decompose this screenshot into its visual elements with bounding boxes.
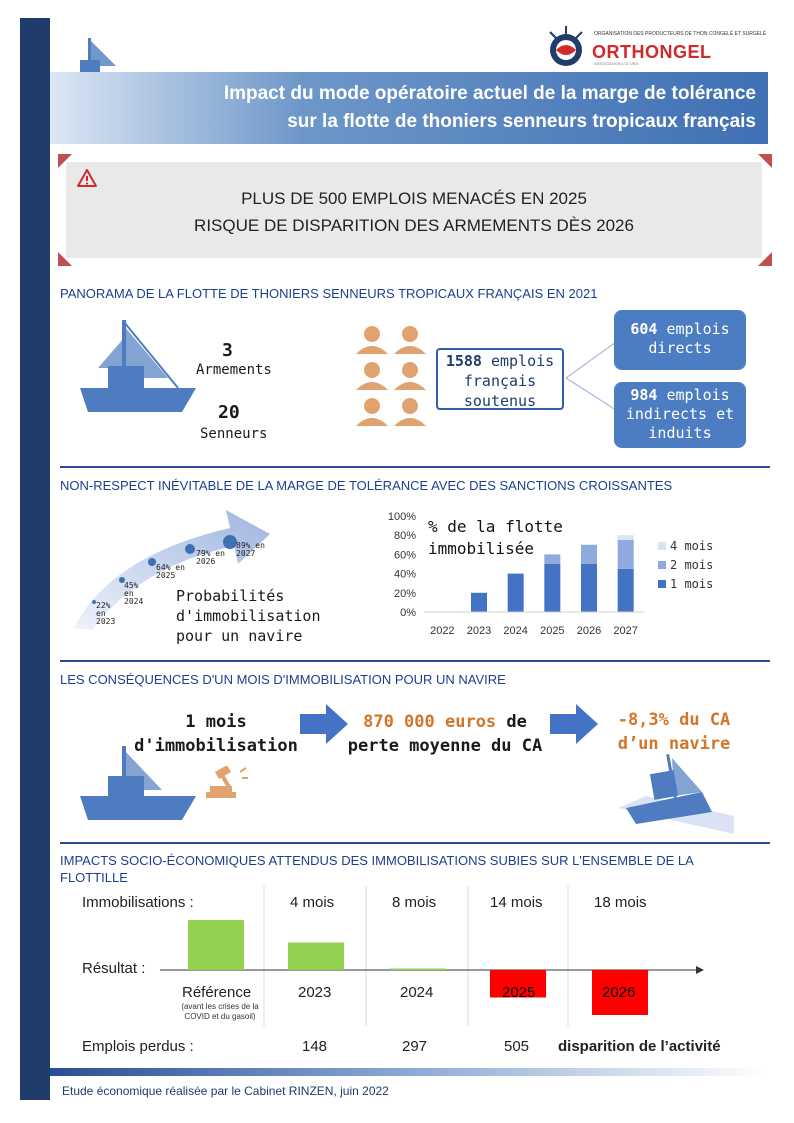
consequence-step3-line1: -8,3% du CA xyxy=(617,710,731,730)
impacts-jobs-2025: 505 xyxy=(504,1038,530,1055)
impact-bar-2024 xyxy=(390,969,446,971)
section-title-impacts-line1: IMPACTS SOCIO-ÉCONOMIQUES ATTENDUS DES IMMOBILISATIONS SUBIES SUR L'ENSEMBLE DE LA xyxy=(60,853,694,868)
prob-2025-en: en xyxy=(175,563,185,572)
reference-note-line1: (avant les crises de la xyxy=(181,1002,259,1011)
bar-1-mois-2024 xyxy=(508,574,524,612)
probability-title-line1: Probabilités xyxy=(176,587,285,605)
prob-2027-year: 2027 xyxy=(236,549,256,558)
section-divider-2 xyxy=(60,660,770,662)
prob-label-2024 xyxy=(124,582,143,606)
section-title-impacts xyxy=(60,852,694,886)
y-tick-label: 80% xyxy=(393,530,416,543)
reference-note-line2: COVID et du gasoil) xyxy=(184,1012,256,1021)
section-title-impacts-line2: FLOTTILLE xyxy=(60,870,128,885)
indirect-jobs-box xyxy=(614,382,746,448)
legend-swatch-2-mois xyxy=(658,561,666,569)
legend-label-1-mois: 1 mois xyxy=(670,577,714,591)
prob-2025-year: 2025 xyxy=(156,571,176,580)
prob-dot-2026 xyxy=(185,544,195,554)
prob-2027-en: en xyxy=(255,541,265,550)
consequence-step2-line2: perte moyenne du CA xyxy=(347,736,543,756)
bar-1-mois-2027 xyxy=(618,569,634,612)
probability-title xyxy=(176,586,321,646)
impacts-jobs-2024: 297 xyxy=(402,1038,428,1055)
reference-note xyxy=(176,1002,264,1022)
consequence-loss-value: 870 000 euros xyxy=(363,712,497,732)
ship-icon xyxy=(78,318,198,416)
armements-value: 3 xyxy=(222,340,233,361)
prob-2023-en: en xyxy=(96,609,106,618)
prob-2025-pct: 64% xyxy=(156,563,171,572)
direct-jobs-line1: emplois xyxy=(657,320,730,338)
ship-icon-2 xyxy=(78,744,198,824)
y-tick-label: 0% xyxy=(400,607,416,619)
total-jobs-line3: soutenus xyxy=(463,392,537,410)
direct-jobs-box xyxy=(614,310,746,370)
impacts-jobs-label: Emplois perdus : xyxy=(82,1038,194,1055)
gavel-icon xyxy=(202,766,250,802)
probability-title-line3: pour un navire xyxy=(176,627,303,645)
section-title-consequences: LES CONSÉQUENCES D'UN MOIS D'IMMOBILISATION POUR UN NAVIRE xyxy=(60,672,506,687)
prob-2026-en: en xyxy=(215,549,225,558)
indirect-jobs-value: 984 xyxy=(630,386,658,404)
total-jobs-box xyxy=(436,348,564,410)
consequence-step3 xyxy=(592,708,756,756)
x-tick-label: 2025 xyxy=(540,625,565,637)
logo-org-text: ORGANISATION DES PRODUCTEURS DE THON CONGELÉ ET SURGELÉ xyxy=(594,31,767,37)
bar-2-mois-2026 xyxy=(581,545,597,564)
prob-2024-year: 2024 xyxy=(124,597,144,606)
impacts-months-2025: 14 mois xyxy=(490,894,543,911)
impacts-year-2025: 2025 xyxy=(502,984,536,1001)
left-accent-bar xyxy=(20,18,50,1100)
consequence-step1-line2: d'immobilisation xyxy=(134,736,298,756)
footer-band xyxy=(50,1068,768,1076)
x-tick-label: 2023 xyxy=(466,625,492,637)
connector-lines xyxy=(564,334,618,418)
prob-label-2026 xyxy=(196,550,225,566)
senneurs-label: Senneurs xyxy=(200,426,268,442)
x-tick-label: 2022 xyxy=(430,625,455,637)
prob-dot-2027 xyxy=(223,535,237,549)
people-group-icon xyxy=(354,324,432,432)
footer-source: Etude économique réalisée par le Cabinet RINZEN, juin 2022 xyxy=(62,1084,389,1098)
consequence-step3-line2: d’un navire xyxy=(617,734,731,754)
bar-1-mois-2025 xyxy=(544,564,560,612)
section-title-panorama: PANORAMA DE LA FLOTTE DE THONIERS SENNEURS TROPICAUX FRANÇAIS EN 2021 xyxy=(60,286,598,301)
prob-dot-2025 xyxy=(148,558,156,566)
impact-baseline-arrow-icon xyxy=(696,966,704,974)
prob-2026-pct: 79% xyxy=(196,549,211,558)
impacts-year-2026: 2026 xyxy=(602,984,636,1001)
prob-2026-year: 2026 xyxy=(196,557,216,566)
bar-1-mois-2023 xyxy=(471,593,487,612)
fleet-immobilisation-chart xyxy=(370,506,750,644)
indirect-jobs-line3: induits xyxy=(648,424,712,442)
prob-2024-pct: 45% xyxy=(124,581,139,590)
page-title-line1: Impact du mode opératoire actuel de la marge de tolérance xyxy=(223,83,756,104)
alert-message xyxy=(66,185,762,239)
prob-2024-en: en xyxy=(124,589,134,598)
bar-1-mois-2026 xyxy=(581,564,597,612)
impacts-months-2024: 8 mois xyxy=(392,894,437,911)
y-tick-label: 40% xyxy=(393,568,416,581)
direct-jobs-value: 604 xyxy=(630,320,658,338)
chart-title-line1: % de la flotte xyxy=(428,517,563,536)
arrow-right-icon-2 xyxy=(550,704,598,744)
x-tick-label: 2026 xyxy=(576,625,602,637)
probability-title-line2: d'immobilisation xyxy=(176,607,321,625)
impacts-months-2023: 4 mois xyxy=(290,894,335,911)
sinking-ship-icon xyxy=(616,752,736,834)
section-divider-3 xyxy=(60,842,770,844)
impacts-result-label: Résultat : xyxy=(82,960,146,977)
prob-label-2023 xyxy=(96,602,115,626)
consequence-step2-rest: de xyxy=(496,712,527,732)
prob-2027-pct: 89% xyxy=(236,541,251,550)
alert-line1: PLUS DE 500 EMPLOIS MENACÉS EN 2025 xyxy=(241,189,587,208)
prob-2023-year: 2023 xyxy=(96,617,116,626)
prob-2023-pct: 22% xyxy=(96,601,111,610)
bar-2-mois-2027 xyxy=(618,540,634,569)
impacts-year-2024: 2024 xyxy=(400,984,434,1001)
impacts-jobs-2026: disparition de l’activité xyxy=(558,1038,721,1055)
armements-label: Armements xyxy=(196,362,272,378)
bar-2-mois-2025 xyxy=(544,554,560,564)
indirect-jobs-line1: emplois xyxy=(657,386,730,404)
impacts-months-2026: 18 mois xyxy=(594,894,647,911)
page-title xyxy=(156,80,756,136)
legend-label-2-mois: 2 mois xyxy=(670,558,714,572)
legend-label-4-mois: 4 mois xyxy=(670,539,714,553)
section-title-nonrespect: NON-RESPECT INÉVITABLE DE LA MARGE DE TOLÉRANCE AVEC DES SANCTIONS CROISSANTES xyxy=(60,478,673,493)
impacts-year-2023: 2023 xyxy=(298,984,332,1001)
reference-label: Référence xyxy=(182,984,252,1001)
y-tick-label: 100% xyxy=(387,511,416,523)
logo-name: ORTHONGEL xyxy=(592,42,712,62)
x-tick-label: 2024 xyxy=(503,625,528,637)
page-title-line2: sur la flotte de thoniers senneurs tropicaux français xyxy=(287,111,756,132)
impacts-jobs-2023: 148 xyxy=(302,1038,328,1055)
prob-label-2025 xyxy=(156,564,185,580)
senneurs-value: 20 xyxy=(218,402,240,423)
direct-jobs-line2: directs xyxy=(648,339,712,357)
orthongel-logo-icon xyxy=(542,24,590,70)
total-jobs-line2: français xyxy=(463,372,537,390)
impacts-immob-label: Immobilisations : xyxy=(82,894,194,911)
legend-swatch-1-mois xyxy=(658,580,666,588)
total-jobs-line1: emplois xyxy=(481,352,555,370)
impact-bar-2023 xyxy=(288,943,344,971)
section-divider-1 xyxy=(60,466,770,468)
indirect-jobs-line2: indirects et xyxy=(625,405,735,423)
chart-title-line2: immobilisée xyxy=(428,539,534,558)
impact-bar-reference xyxy=(188,920,244,970)
logo-sub-text: ASSOCIATION LOI 1901 xyxy=(594,61,639,66)
bar-4-mois-2027 xyxy=(618,535,634,540)
consequence-step2 xyxy=(340,710,550,758)
y-tick-label: 20% xyxy=(393,587,416,600)
alert-line2: RISQUE DE DISPARITION DES ARMEMENTS DÈS 2026 xyxy=(194,216,634,235)
x-tick-label: 2027 xyxy=(613,625,638,637)
prob-label-2027 xyxy=(236,542,265,558)
total-jobs-value: 1588 xyxy=(445,352,482,370)
legend-swatch-4-mois xyxy=(658,542,666,550)
y-tick-label: 60% xyxy=(393,549,416,562)
consequence-step1-line1: 1 mois xyxy=(185,712,247,732)
